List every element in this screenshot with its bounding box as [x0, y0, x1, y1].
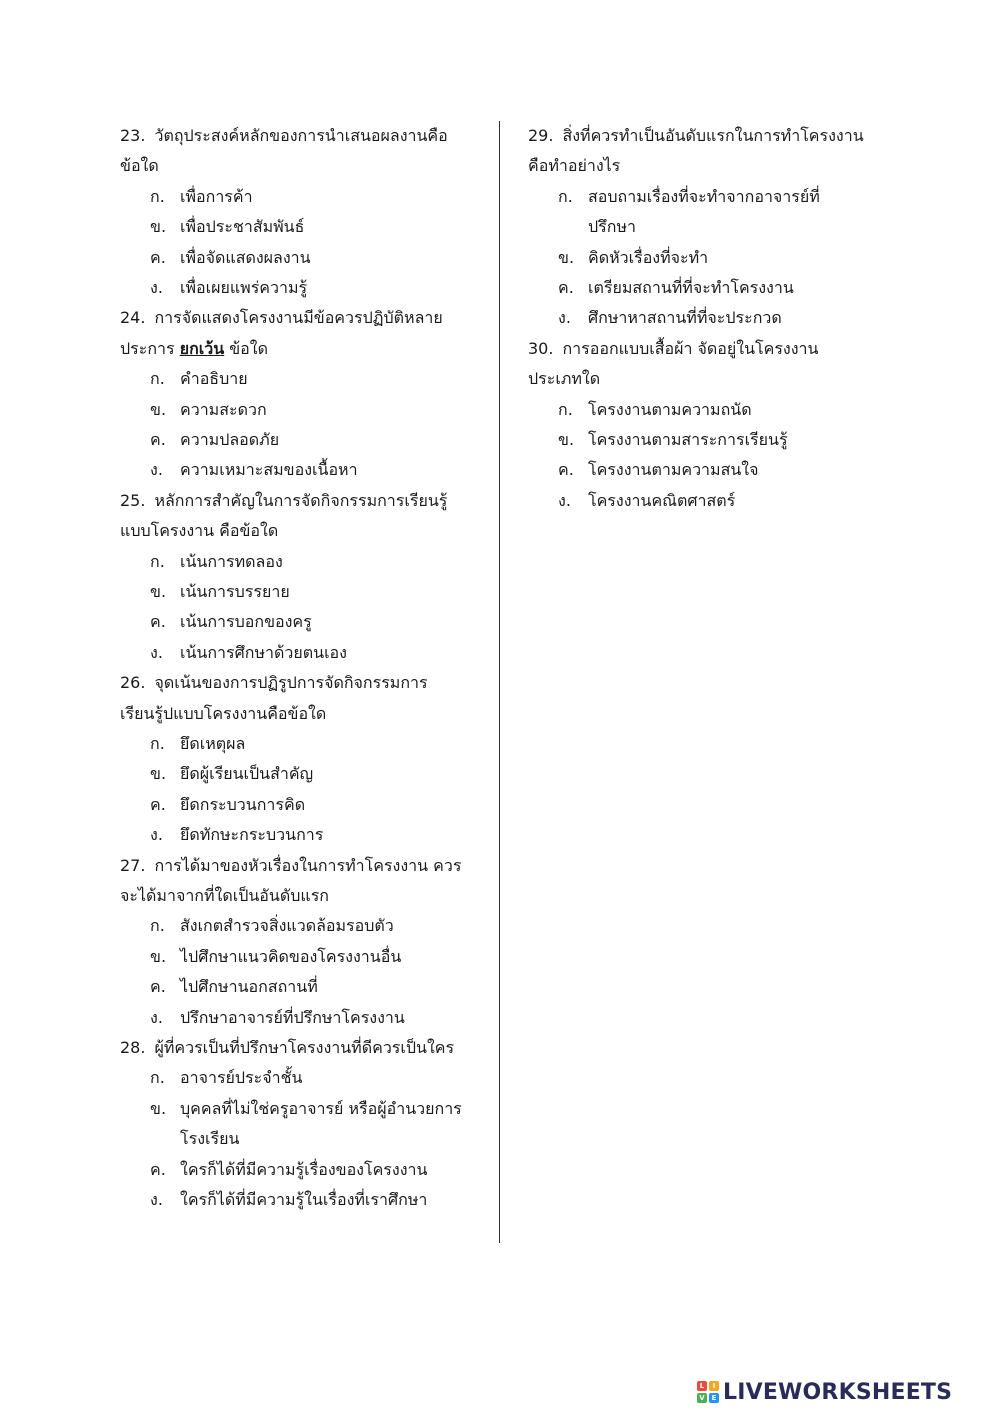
logo-tile: E	[709, 1393, 719, 1403]
option-text: ความปลอดภัย	[180, 430, 280, 449]
option-letter: ง.	[558, 490, 571, 510]
answer-option	[528, 182, 878, 243]
question-text-line	[528, 334, 878, 364]
question-text-line	[120, 516, 485, 546]
logo-tile: I	[709, 1381, 719, 1391]
option-text: อาจารย์ประจำชั้น	[180, 1068, 303, 1088]
option-text: เพื่อเผยแพร่ความรู้	[180, 278, 308, 297]
option-text: ไปศึกษาแนวคิดของโครงงานอื่น	[180, 946, 402, 966]
option-text: เพื่อการค้า	[180, 186, 253, 206]
option-text: ยึดกระบวนการคิด	[180, 794, 306, 814]
option-letter: ก.	[150, 916, 165, 936]
answer-option	[120, 577, 485, 607]
option-text: โครงงานคณิตศาสตร์	[588, 490, 736, 510]
answer-option	[528, 273, 878, 303]
question-text: ผู้ที่ควรเป็นที่ปรึกษาโครงงานที่ดีควรเป็นใคร	[154, 1038, 455, 1058]
option-letter: ง.	[150, 825, 163, 845]
answer-option	[120, 972, 485, 1002]
question-number: 28.	[120, 1038, 146, 1058]
question-text-line	[120, 1033, 485, 1063]
question-number: 23.	[120, 126, 146, 145]
option-text: บุคคลที่ไม่ใช่ครูอาจารย์ หรือผู้อำนวยการ	[180, 1098, 462, 1118]
left-column	[120, 121, 485, 1215]
answer-option	[120, 729, 485, 759]
question-text: จุดเน้นของการปฏิรูปการจัดกิจกรรมการ	[154, 673, 428, 693]
question-text: การได้มาของหัวเรื่องในการทำโครงงาน ควร	[154, 855, 462, 875]
question-text-line	[120, 851, 485, 881]
question-number: 29.	[528, 126, 554, 145]
option-letter: ง.	[150, 1007, 163, 1027]
answer-option	[528, 486, 878, 516]
option-letter: ข.	[558, 430, 575, 449]
question-text-line	[120, 334, 485, 364]
option-letter: ง.	[150, 460, 163, 480]
option-text: โครงงานตามสาระการเรียนรู้	[588, 430, 788, 449]
answer-option	[120, 212, 485, 242]
option-text: ใครก็ได้ที่มีความรู้เรื่องของโครงงาน	[180, 1159, 428, 1179]
option-text: เน้นการทดลอง	[180, 551, 283, 571]
option-letter: ก.	[150, 551, 165, 571]
question-text-line	[528, 121, 878, 151]
option-letter: ก.	[150, 369, 165, 389]
answer-option	[120, 1155, 485, 1185]
question-30	[528, 334, 878, 516]
question-text-line	[120, 486, 485, 516]
option-letter: ค.	[150, 430, 166, 449]
option-text: เพื่อจัดแสดงผลงาน	[180, 247, 311, 267]
option-letter: ข.	[150, 1098, 167, 1118]
answer-option	[120, 425, 485, 455]
option-text: เน้นการบรรยาย	[180, 582, 290, 601]
option-text: เน้นการศึกษาด้วยตนเอง	[180, 642, 347, 662]
question-text: สิ่งที่ควรทำเป็นอันดับแรกในการทำโครงงาน	[562, 126, 864, 145]
option-letter: ข.	[150, 399, 167, 419]
option-letter: ค.	[558, 460, 574, 480]
answer-option	[120, 942, 485, 972]
answer-option	[120, 638, 485, 668]
option-text: โรงเรียน	[180, 1129, 240, 1149]
option-text: โครงงานตามความถนัด	[588, 399, 752, 419]
logo-mark-icon	[697, 1381, 719, 1403]
question-text: ประการ	[120, 338, 180, 358]
logo-tile: L	[697, 1381, 707, 1391]
answer-option	[120, 911, 485, 941]
option-text: เน้นการบอกของครู	[180, 612, 312, 632]
question-text: ข้อใด	[224, 338, 268, 358]
question-text-line	[120, 303, 485, 333]
question-text: เรียนรู้ปแบบโครงงานคือข้อใด	[120, 703, 327, 723]
option-letter: ก.	[150, 186, 165, 206]
option-letter: ค.	[150, 794, 166, 814]
option-text: ใครก็ได้ที่มีความรู้ในเรื่องที่เราศึกษา	[180, 1190, 428, 1210]
option-letter: ข.	[150, 946, 167, 966]
answer-option	[528, 425, 878, 455]
option-letter: ข.	[150, 582, 167, 601]
question-number: 30.	[528, 338, 554, 358]
answer-option	[120, 364, 485, 394]
question-text-line	[120, 881, 485, 911]
answer-option	[528, 455, 878, 485]
option-text: คิดหัวเรื่องที่จะทำ	[588, 247, 709, 267]
liveworksheets-logo	[697, 1377, 952, 1407]
question-26	[120, 668, 485, 850]
option-letter: ข.	[150, 764, 167, 784]
answer-option	[120, 455, 485, 485]
option-letter: ง.	[150, 642, 163, 662]
option-letter: ค.	[150, 612, 166, 632]
question-29	[528, 121, 878, 334]
answer-option	[120, 1003, 485, 1033]
question-text-line	[120, 151, 485, 181]
option-text: ปรึกษาอาจารย์ที่ปรึกษาโครงงาน	[180, 1007, 405, 1027]
question-text-line	[528, 364, 878, 394]
option-letter: ก.	[150, 1068, 165, 1088]
question-24	[120, 303, 485, 485]
option-letter: ง.	[150, 278, 163, 297]
answer-option	[528, 303, 878, 333]
answer-option	[120, 547, 485, 577]
option-text: คำอธิบาย	[180, 369, 248, 389]
brand-name: LIVEWORKSHEETS	[723, 1379, 953, 1405]
answer-option	[528, 243, 878, 273]
question-text: วัตถุประสงค์หลักของการนำเสนอผลงานคือ	[154, 126, 448, 145]
option-text: โครงงานตามความสนใจ	[588, 460, 759, 480]
answer-option	[120, 1063, 485, 1093]
question-text-line	[120, 699, 485, 729]
option-text: สอบถามเรื่องที่จะทำจากอาจารย์ที่	[588, 186, 820, 206]
question-28	[120, 1033, 485, 1215]
answer-option	[120, 607, 485, 637]
question-text: การออกแบบเสื้อผ้า จัดอยู่ในโครงงาน	[562, 338, 819, 358]
option-letter: ง.	[150, 1190, 163, 1210]
answer-option	[120, 820, 485, 850]
option-letter: ก.	[558, 399, 573, 419]
option-text: ศึกษาหาสถานที่ที่จะประกวด	[588, 308, 782, 328]
column-divider	[499, 121, 500, 1243]
option-letter: ค.	[150, 977, 166, 997]
option-text: ยึดเหตุผล	[180, 734, 246, 753]
option-text: ไปศึกษานอกสถานที่	[180, 977, 318, 997]
question-text-line	[120, 668, 485, 698]
question-text-line	[120, 121, 485, 151]
answer-option	[120, 1094, 485, 1155]
option-text: ยึดผู้เรียนเป็นสำคัญ	[180, 764, 314, 784]
option-letter: ง.	[558, 308, 571, 328]
question-text: จะได้มาจากที่ใดเป็นอันดับแรก	[120, 886, 329, 906]
logo-tile: V	[697, 1393, 707, 1403]
option-letter: ค.	[150, 1159, 166, 1179]
answer-option	[120, 273, 485, 303]
question-text: คือทำอย่างไร	[528, 156, 621, 176]
question-27	[120, 851, 485, 1033]
option-text: ความเหมาะสมของเนื้อหา	[180, 460, 358, 480]
option-text: ยึดทักษะกระบวนการ	[180, 825, 324, 845]
option-letter: ก.	[558, 186, 573, 206]
option-text: ความสะดวก	[180, 399, 267, 419]
question-text: การจัดแสดงโครงงานมีข้อควรปฏิบัติหลาย	[154, 308, 443, 328]
answer-option	[120, 759, 485, 789]
question-number: 24.	[120, 308, 146, 328]
question-23	[120, 121, 485, 303]
question-text: ข้อใด	[120, 156, 159, 176]
option-letter: ก.	[150, 734, 165, 753]
question-text: ประเภทใด	[528, 369, 601, 389]
question-number: 25.	[120, 490, 146, 510]
option-letter: ข.	[150, 217, 167, 237]
answer-option	[120, 243, 485, 273]
question-25	[120, 486, 485, 668]
question-text: แบบโครงงาน คือข้อใด	[120, 521, 279, 541]
option-text: เพื่อประชาสัมพันธ์	[180, 217, 305, 237]
right-column	[528, 121, 878, 516]
option-letter: ค.	[150, 247, 166, 267]
answer-option	[120, 1185, 485, 1215]
option-text: ปรึกษา	[588, 217, 636, 237]
question-text-line	[528, 151, 878, 181]
option-text: สังเกตสำรวจสิ่งแวดล้อมรอบตัว	[180, 916, 394, 936]
option-letter: ค.	[558, 278, 574, 297]
answer-option	[120, 395, 485, 425]
answer-option	[120, 182, 485, 212]
question-number: 26.	[120, 673, 146, 693]
emphasis-except: ยกเว้น	[179, 338, 225, 358]
answer-option	[120, 790, 485, 820]
answer-option	[528, 395, 878, 425]
question-number: 27.	[120, 855, 146, 875]
question-text: หลักการสำคัญในการจัดกิจกรรมการเรียนรู้	[154, 490, 448, 510]
option-letter: ข.	[558, 247, 575, 267]
option-text: เตรียมสถานที่ที่จะทำโครงงาน	[588, 278, 794, 297]
